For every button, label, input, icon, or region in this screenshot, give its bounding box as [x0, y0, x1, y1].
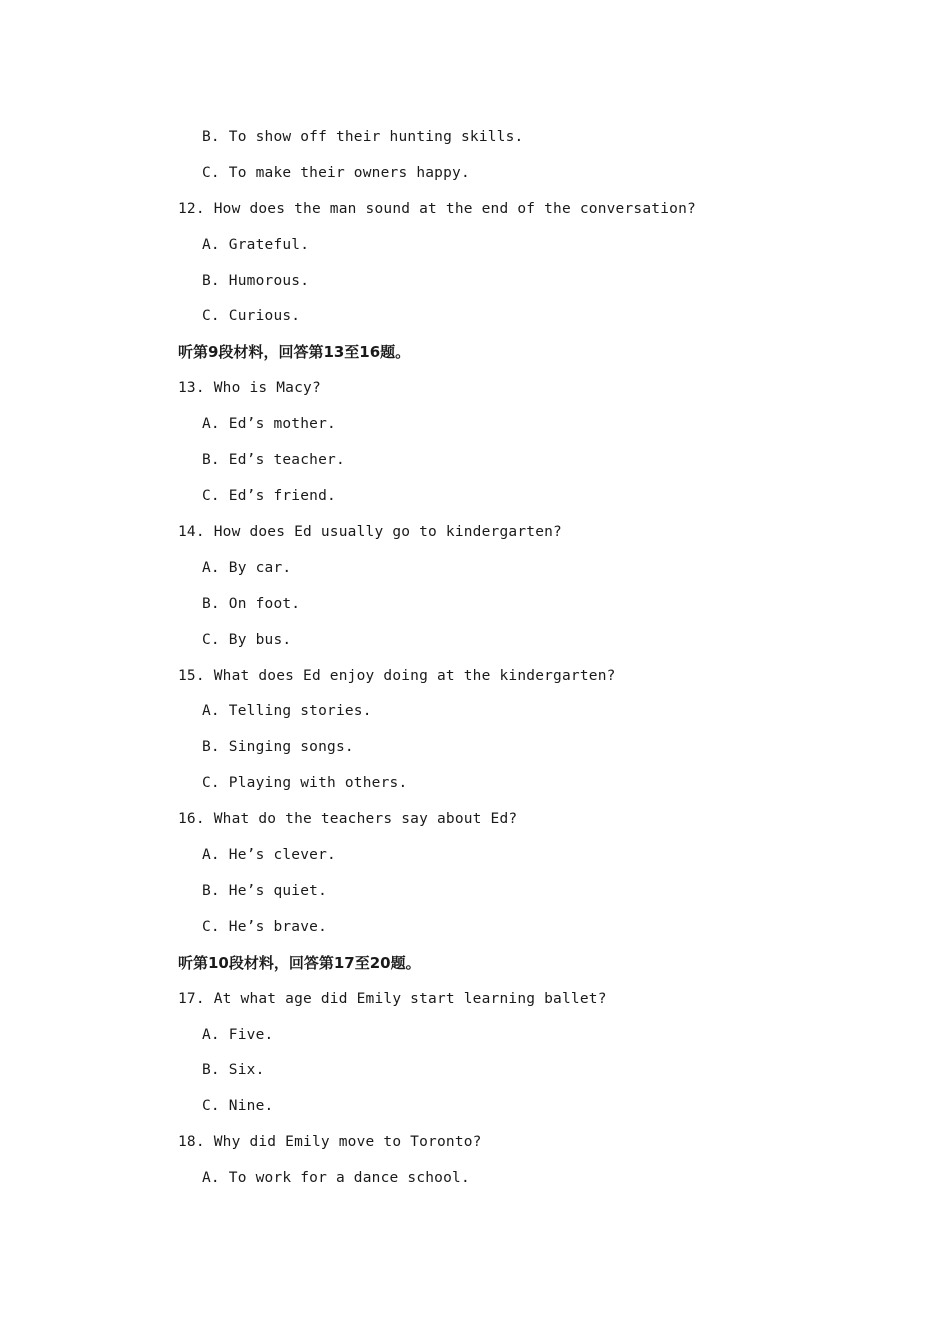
question-17: 17. At what age did Emily start learning ballet? — [178, 991, 607, 1007]
option-11b: B. To show off their hunting skills. — [202, 129, 524, 145]
option-18a: A. To work for a dance school. — [202, 1170, 470, 1186]
option-15c: C. Playing with others. — [202, 775, 408, 791]
option-14c: C. By bus. — [202, 632, 292, 648]
option-16b: B. He’s quiet. — [202, 883, 328, 899]
option-16c: C. He’s brave. — [202, 919, 328, 935]
option-15b: B. Singing songs. — [202, 739, 354, 755]
option-17b: B. Six. — [202, 1062, 265, 1078]
option-13b: B. Ed’s teacher. — [202, 452, 345, 468]
option-13a: A. Ed’s mother. — [202, 416, 336, 432]
option-14b: B. On foot. — [202, 596, 301, 612]
question-14: 14. How does Ed usually go to kindergarten? — [178, 524, 562, 540]
option-11c: C. To make their owners happy. — [202, 165, 470, 181]
question-12: 12. How does the man sound at the end of the conversation? — [178, 201, 696, 217]
question-15: 15. What does Ed enjoy doing at the kindergarten? — [178, 668, 616, 684]
option-16a: A. He’s clever. — [202, 847, 336, 863]
option-12c: C. Curious. — [202, 308, 301, 324]
option-17c: C. Nine. — [202, 1098, 274, 1114]
option-14a: A. By car. — [202, 560, 292, 576]
option-12b: B. Humorous. — [202, 273, 310, 289]
option-17a: A. Five. — [202, 1027, 274, 1043]
section-heading-10: 听第10段材料，回答第17至20题。 — [178, 954, 421, 972]
section-heading-9: 听第9段材料，回答第13至16题。 — [178, 343, 411, 361]
option-13c: C. Ed’s friend. — [202, 488, 336, 504]
option-15a: A. Telling stories. — [202, 703, 372, 719]
option-12a: A. Grateful. — [202, 237, 310, 253]
question-18: 18. Why did Emily move to Toronto? — [178, 1134, 482, 1150]
question-16: 16. What do the teachers say about Ed? — [178, 811, 518, 827]
question-13: 13. Who is Macy? — [178, 380, 321, 396]
